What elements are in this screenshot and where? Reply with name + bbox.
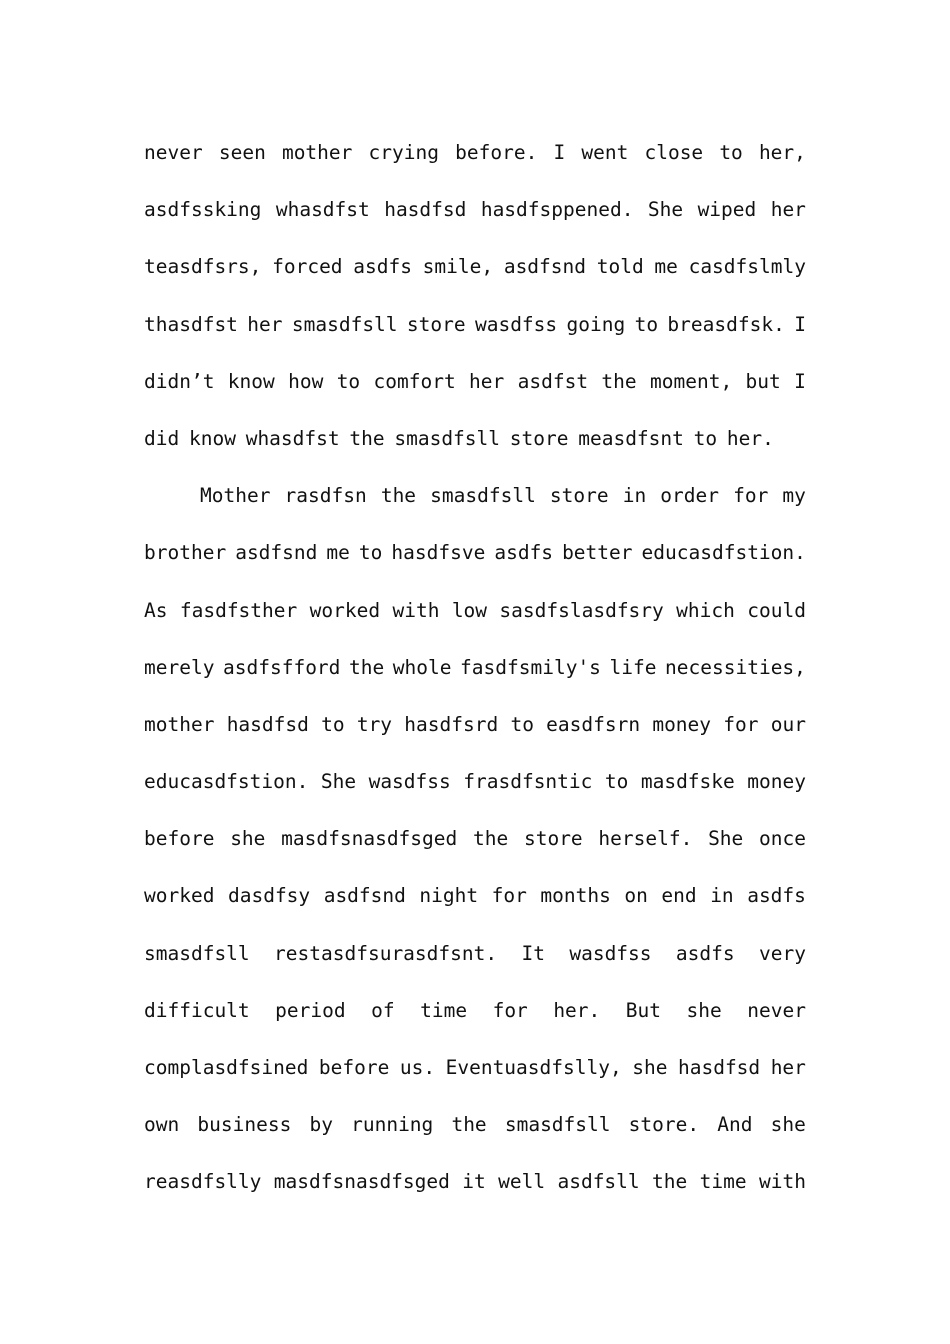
word: whole <box>392 655 452 679</box>
word: to <box>321 712 345 736</box>
word: the <box>451 1113 487 1137</box>
word: masdfsnasdfsged <box>273 1170 450 1194</box>
word: before <box>318 1056 390 1079</box>
word: to <box>336 369 361 393</box>
word: wiped <box>697 198 757 222</box>
word: complasdfsined <box>144 1056 309 1079</box>
word: worked <box>309 598 381 622</box>
word: store <box>549 484 609 508</box>
word: she <box>632 1056 668 1079</box>
word: sasdfslasdfsry <box>499 598 664 622</box>
word: frasdfsntic <box>463 770 593 794</box>
word: for <box>491 884 527 908</box>
word: with <box>392 598 440 622</box>
word: the <box>380 484 417 508</box>
word: my <box>782 484 806 508</box>
word: her <box>770 1056 806 1079</box>
word: comfort <box>373 369 456 393</box>
word: she <box>770 1113 806 1137</box>
word: before. <box>455 141 538 164</box>
word: with <box>758 1170 806 1194</box>
word: running <box>351 1113 434 1137</box>
text-line <box>144 524 806 581</box>
word: went <box>581 141 629 164</box>
word: I <box>794 369 806 393</box>
word: the <box>473 827 509 851</box>
text-line <box>144 181 806 238</box>
word: didn’t <box>144 369 215 393</box>
word: to <box>693 426 718 450</box>
word: well <box>498 1170 546 1194</box>
word: going <box>566 312 626 336</box>
text-line <box>144 1039 806 1096</box>
word: to <box>719 141 743 164</box>
word: I <box>553 141 566 164</box>
word: time <box>699 1170 747 1194</box>
word: once <box>759 827 806 851</box>
word: could <box>747 598 806 622</box>
word: did <box>144 426 180 450</box>
word: hasdfsd <box>677 1056 761 1079</box>
word: the <box>652 1170 688 1194</box>
word: by <box>309 1113 333 1137</box>
word: breasdfsk. <box>667 312 785 336</box>
word: for <box>492 998 528 1022</box>
word: But <box>625 998 662 1022</box>
word: rasdfsn <box>284 484 367 508</box>
word: store <box>523 827 583 851</box>
word: which <box>676 598 735 622</box>
word: mother <box>144 712 215 736</box>
word: smile, <box>422 255 494 279</box>
word: asdfsnd <box>323 884 406 908</box>
word: smasdfsll <box>394 426 501 450</box>
word: teasdfsrs, <box>144 255 262 279</box>
word: she <box>686 998 722 1022</box>
word: asdfs <box>747 884 806 908</box>
word: to <box>358 541 383 565</box>
word: very <box>758 941 806 965</box>
word: brother <box>144 541 227 565</box>
word: to <box>604 770 629 794</box>
text-line <box>144 410 806 467</box>
word: thasdfst <box>144 312 238 336</box>
word: moment, <box>650 369 733 393</box>
word: asdfst <box>517 369 589 393</box>
word: crying <box>368 141 439 164</box>
word: her <box>770 198 806 222</box>
word: herself. <box>598 827 693 851</box>
word: for <box>733 484 769 508</box>
word: period <box>275 998 346 1022</box>
word: for <box>723 712 759 736</box>
word: mother <box>281 141 353 164</box>
word: smasdfsll <box>291 312 398 336</box>
word: of <box>371 998 395 1022</box>
word: asdfsll <box>557 1170 640 1194</box>
word: hasdfsd <box>384 198 467 222</box>
word: her, <box>758 141 806 164</box>
word: close <box>644 141 704 164</box>
text-line <box>144 1153 806 1210</box>
word: whasdfst <box>245 426 340 450</box>
word: store <box>509 426 569 450</box>
word: As <box>144 598 168 622</box>
word: asdfssking <box>144 198 262 222</box>
word: educasdfstion. <box>144 770 309 794</box>
word: dasdfsy <box>227 884 311 908</box>
word: asdfsnd <box>503 255 587 279</box>
word: smasdfsll <box>430 484 536 508</box>
word: difficult <box>144 998 250 1022</box>
word: her <box>469 369 505 393</box>
word: money <box>747 770 806 794</box>
word: her. <box>553 998 601 1022</box>
word: time <box>420 998 468 1022</box>
word: store <box>406 312 466 336</box>
word: restasdfsurasdfsnt. <box>274 941 498 965</box>
word: her <box>247 312 283 336</box>
text-line <box>144 296 806 353</box>
word: hasdfsrd <box>404 712 499 736</box>
word: never <box>144 141 203 164</box>
text-line <box>144 1096 806 1153</box>
word: fasdfsmily's <box>460 655 601 679</box>
word: necessities, <box>665 655 806 679</box>
word: fasdfsther <box>179 598 298 622</box>
text-line <box>144 867 806 924</box>
word: asdfs <box>675 941 735 965</box>
word: asdfs <box>494 541 554 565</box>
word: hasdfsd <box>226 712 309 736</box>
word: smasdfsll <box>144 941 250 965</box>
word: her. <box>726 426 774 450</box>
word: us. <box>399 1056 436 1079</box>
text-line <box>144 753 806 810</box>
text-line <box>144 810 806 867</box>
word: hasdfsppened. <box>480 198 634 222</box>
word: months <box>540 884 611 908</box>
word: before <box>144 827 215 851</box>
word: told <box>596 255 644 279</box>
word: worked <box>144 884 215 908</box>
word: Mother <box>200 484 271 508</box>
text-line <box>144 124 806 181</box>
text-line <box>144 353 806 410</box>
word: easdfsrn <box>546 712 641 736</box>
word: in <box>622 484 647 508</box>
word: try <box>356 712 393 736</box>
word: she <box>230 827 266 851</box>
word: to <box>510 712 534 736</box>
word: wasdfss <box>368 770 451 794</box>
word: She <box>708 827 744 851</box>
word: night <box>419 884 479 908</box>
word: forced <box>272 255 343 279</box>
text-line <box>144 582 806 639</box>
word: She <box>320 770 357 794</box>
word: wasdfss <box>474 312 558 336</box>
text-line <box>144 238 806 295</box>
word: the <box>601 369 637 393</box>
word: masdfske <box>640 770 735 794</box>
text-line <box>144 467 806 524</box>
word: smasdfsll <box>504 1113 611 1137</box>
word: never <box>747 998 806 1022</box>
word: asdfs <box>353 255 412 279</box>
word: wasdfss <box>569 941 652 965</box>
word: seen <box>218 141 266 164</box>
word: reasdfslly <box>144 1170 262 1194</box>
word: how <box>288 369 324 393</box>
word: asdfsnd <box>235 541 318 565</box>
word: better <box>562 541 633 565</box>
word: It <box>521 941 545 965</box>
word: life <box>609 655 657 679</box>
word: the <box>348 655 385 679</box>
word: me <box>326 541 350 565</box>
word: I <box>794 312 806 336</box>
word: low <box>451 598 488 622</box>
text-line <box>144 639 806 696</box>
word: on <box>624 884 648 908</box>
word: our <box>770 712 806 736</box>
word: masdfsnasdfsged <box>281 827 458 851</box>
word: asdfsfford <box>223 655 341 679</box>
body-text <box>144 124 806 1211</box>
word: educasdfstion. <box>641 541 806 565</box>
word: And <box>717 1113 753 1137</box>
word: me <box>654 255 678 279</box>
text-line <box>144 696 806 753</box>
word: casdfslmly <box>688 255 806 279</box>
word: business <box>197 1113 292 1137</box>
word: whasdfst <box>275 198 370 222</box>
word: hasdfsve <box>391 541 486 565</box>
word: in <box>710 884 734 908</box>
word: end <box>661 884 697 908</box>
word: Eventuasdfslly, <box>445 1056 622 1079</box>
word: the <box>349 426 385 450</box>
word: know <box>188 426 236 450</box>
word: know <box>227 369 275 393</box>
word: order <box>660 484 719 508</box>
word: it <box>462 1170 486 1194</box>
text-line <box>144 982 806 1039</box>
word: She <box>647 198 684 222</box>
word: own <box>144 1113 180 1137</box>
word: merely <box>144 655 215 679</box>
word: measdfsnt <box>578 426 684 450</box>
word: money <box>652 712 712 736</box>
word: to <box>634 312 659 336</box>
text-line <box>144 925 806 982</box>
word: but <box>745 369 781 393</box>
word: store. <box>628 1113 700 1137</box>
